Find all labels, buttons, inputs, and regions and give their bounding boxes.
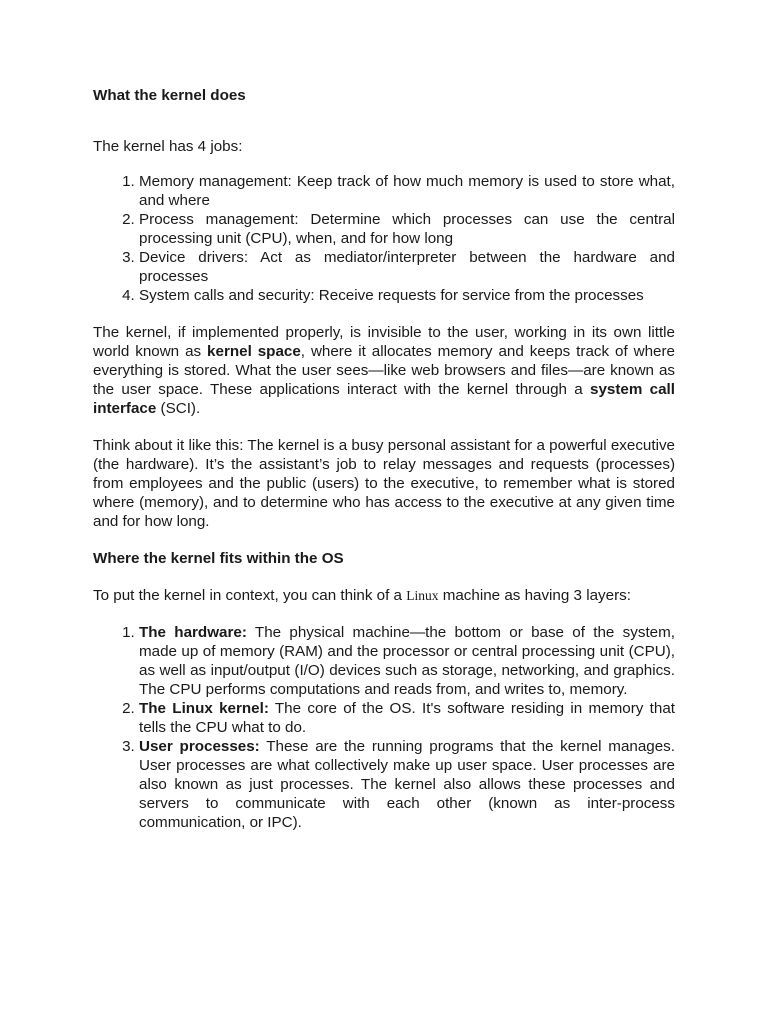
- document-page: [93, 86, 675, 850]
- layers-intro: [93, 586, 675, 605]
- layer-term: The hardware:: [139, 624, 247, 641]
- jobs-intro: The kernel has 4 jobs:: [93, 138, 243, 155]
- job-desc: Determine which processes can use the central processing unit (CPU), when, and for how long: [139, 211, 675, 247]
- job-desc: Keep track of how much memory is used to store what, and where: [139, 173, 675, 209]
- list-item: [139, 699, 675, 737]
- layer-desc: These are the running programs that the kernel manages. User processes are what collectively make up user space. User processes are also known as just processes. The kernel also allows these processes and servers to communicate with each other (known as inter-process communication, or IPC).: [139, 738, 675, 831]
- text: machine as having 3 layers:: [438, 587, 631, 604]
- job-term: System calls and security:: [139, 287, 315, 304]
- linux-word: Linux: [406, 588, 439, 603]
- layer-term: User processes:: [139, 738, 260, 755]
- job-term: Memory management:: [139, 173, 292, 190]
- list-item: [139, 737, 675, 832]
- section-heading-kernel-fits: Where the kernel fits within the OS: [93, 550, 344, 567]
- list-item: [139, 248, 675, 286]
- text: , where it allocates memory and keeps track of where everything is stored. What the user sees—like web browsers and files—are known as the user space. These applications interact with the kernel through a: [93, 343, 675, 398]
- bold-term-kernel-space: kernel space: [207, 343, 301, 360]
- job-term: Device drivers:: [139, 249, 249, 266]
- list-item: [139, 172, 675, 210]
- jobs-list: [93, 172, 675, 305]
- job-desc: Receive requests for service from the processes: [314, 287, 644, 304]
- list-item: [139, 286, 675, 305]
- list-item: [139, 623, 675, 699]
- job-desc: Act as mediator/interpreter between the hardware and processes: [139, 249, 675, 285]
- text: To put the kernel in context, you can think of a: [93, 587, 407, 604]
- analogy-paragraph: Think about it like this: The kernel is a busy personal assistant for a powerful executive (the hardware). It’s the assistant’s job to relay messages and requests (processes) from employees and the public (users) to the executive, to remember what is stored where (memory), and to determine who has access to the executive at any given time and for how long.: [93, 437, 675, 530]
- section-heading-kernel-does: What the kernel does: [93, 87, 246, 104]
- job-term: Process management:: [139, 211, 299, 228]
- kernel-space-paragraph: [93, 323, 675, 418]
- layer-term: The Linux kernel:: [139, 700, 269, 717]
- layer-desc: The physical machine—the bottom or base of the system, made up of memory (RAM) and the processor or central processing unit (CPU), as well as input/output (I/O) devices such as storage, networking, and graphics. The CPU performs computations and reads from, and writes to, memory.: [139, 624, 675, 698]
- text: The kernel, if implemented properly, is invisible to the user, working in its own little world known as: [93, 324, 675, 360]
- text: (SCI).: [156, 400, 201, 417]
- layers-list: [93, 623, 675, 832]
- layer-desc: The core of the OS. It's software residing in memory that tells the CPU what to do.: [139, 700, 675, 736]
- list-item: [139, 210, 675, 248]
- bold-term-sci: system call interface: [93, 381, 675, 417]
